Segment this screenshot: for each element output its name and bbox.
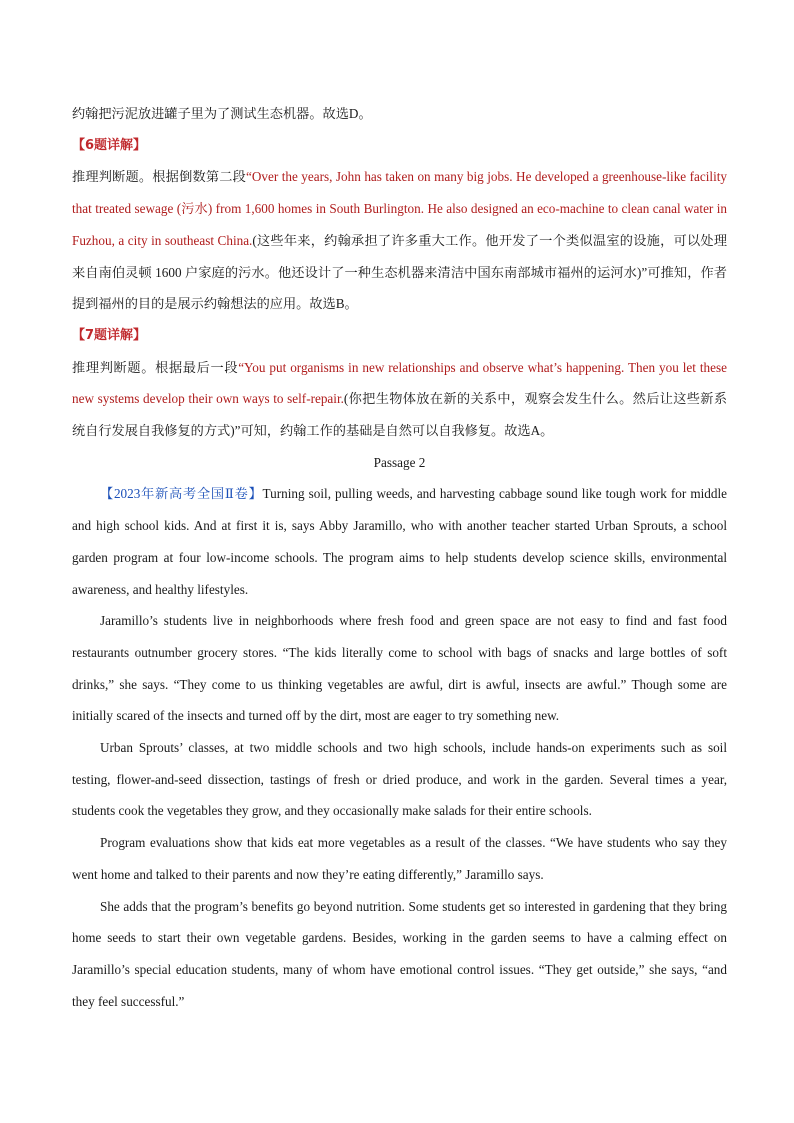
question-6-heading: 【6题详解】 — [72, 137, 147, 153]
document-page — [72, 98, 727, 1017]
question-6-translation: (这些年来，约翰承担了许多重大工作。他开发了一个类似温室的设施，可以处理来自南伯灵顿 1600 户家庭的污水。他还设计了一种生态机器来清洁中国东南部城市福州的运河水)”可推知，作者提到福州的目的是展示约翰想法的应用。故选B。 — [72, 232, 728, 312]
passage-paragraph-4: Program evaluations show that kids eat more vegetables as a result of the classes. “We have students who say they went home and talked to their parents and now they’re eating differently,” Jaramillo says. — [72, 835, 727, 882]
passage-paragraph-5: She adds that the program’s benefits go beyond nutrition. Some students get so interested in gardening that they bring home seeds to start their own vegetable gardens. Besides, working in the garden seems to have a calming effect on Jaramillo’s special education students, many of whom have emotional control issues. “They get outside,” she says, “and they feel successful.” — [72, 898, 727, 1009]
exam-source-tag: 【2023年新高考全国Ⅱ卷】 — [100, 486, 263, 502]
answer-line: 约翰把污泥放进罐子里为了测试生态机器。故选D。 — [72, 106, 372, 121]
question-7-explanation — [72, 352, 727, 447]
question-7-quote: “You put organisms in new relationships and observe what’s happening. Then you let these new systems develop their own ways to self-repair. — [72, 359, 727, 407]
question-7-prefix: 推理判断题。根据最后一段 — [72, 359, 239, 375]
question-6-explanation — [72, 161, 727, 320]
passage-paragraph-3: Urban Sprouts’ classes, at two middle schools and two high schools, include hands-on experiments such as soil testing, flower-and-seed dissection, tastings of fresh or dried produce, and work in the garden. Several times a year, students cook the vegetables they grow, and they occasionally make salads for their entire schools. — [72, 740, 727, 819]
passage-title: Passage 2 — [373, 454, 426, 470]
question-6-quote: “Over the years, John has taken on many big jobs. He developed a greenhouse-like facility that treated sewage (污水) from 1,600 homes in South Burlington. He also designed an eco-machine to clean canal water in Fuzhou, a city in southeast China. — [72, 169, 728, 248]
passage-paragraph-2: Jaramillo’s students live in neighborhoods where fresh food and green space are not easy to find and fast food restaurants outnumber grocery stores. “The kids literally come to school with bags of snacks and large bottles of soft drinks,” she says. “They come to us thinking vegetables are awful, dirt is awful, insects are awful.” Though some are initially scared of the insects and turned off by the dirt, most are eager to try something new. — [72, 613, 727, 724]
paragraph-1-text: Turning soil, pulling weeds, and harvesting cabbage sound like tough work for middle and high school kids. And at first it is, says Abby Jaramillo, who with another teacher started Urban Sprouts, a school garden program at four low-income schools. The program aims to help students develop science skills, environmental awareness, and healthy lifestyles. — [72, 486, 727, 597]
passage-paragraph-1 — [72, 478, 727, 605]
question-7-heading: 【7题详解】 — [72, 327, 147, 343]
question-6-prefix: 推理判断题。根据倒数第二段 — [72, 169, 246, 185]
question-7-translation: (你把生物体放在新的关系中，观察会发生什么。然后让这些新系统自行发展自我修复的方式)”可知，约翰工作的基础是自然可以自我修复。故选A。 — [72, 391, 728, 439]
